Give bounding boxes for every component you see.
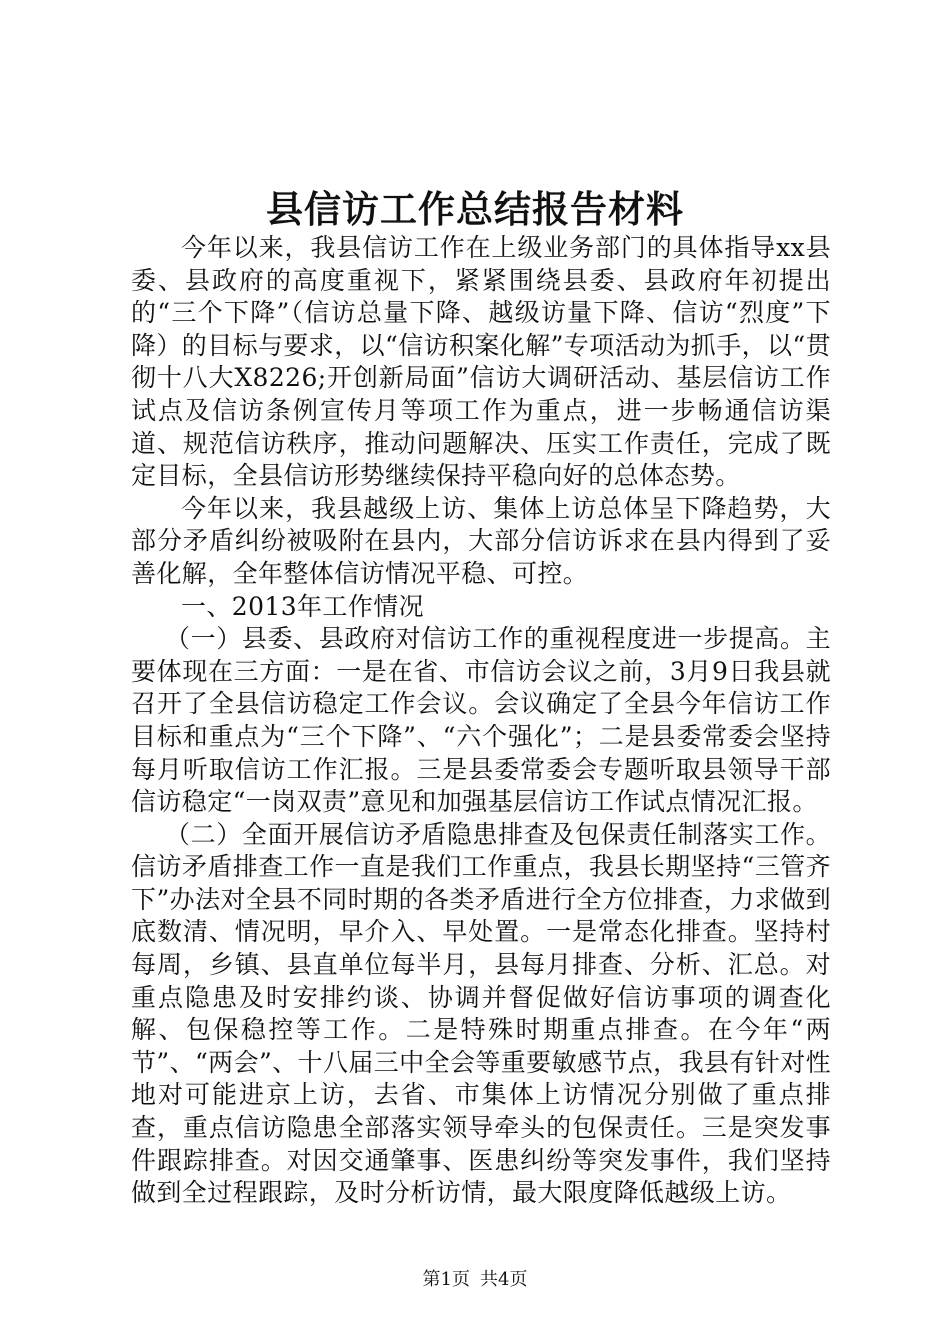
paragraph-section-1: （一）县委、县政府对信访工作的重视程度进一步提高。主要体现在三方面：一是在省、市信访会议之前，3月9日我县就召开了全县信访稳定工作会议。会议确定了全县今年信访工作目标和重点为“三个下降”、“六个强化”；二是县委常委会坚持每月听取信访工作汇报。三是县委常委会专题听取县领导干部信访稳定“一岗双责”意见和加强基层信访工作试点情况汇报。 (131, 624, 831, 817)
page-number: 第1页 (422, 1269, 470, 1290)
paragraph-section-2: （二）全面开展信访矛盾隐患排查及包保责任制落实工作。信访矛盾排查工作一直是我们工作重点，我县长期坚持“三管齐下”办法对全县不同时期的各类矛盾进行全方位排查，力求做到底数清、情况明，早介入、早处置。一是常态化排查。坚持村每周，乡镇、县直单位每半月，县每月排查、分析、汇总。对重点隐患及时安排约谈、协调并督促做好信访事项的调查化解、包保稳控等工作。二是特殊时期重点排查。在今年“两节”、“两会”、十八届三中全会等重要敏感节点，我县有针对性地对可能进京上访，去省、市集体上访情况分别做了重点排查，重点信访隐患全部落实领导牵头的包保责任。三是突发事件跟踪排查。对因交通肇事、医患纠纷等突发事件，我们坚持做到全过程跟踪，及时分析访情，最大限度降低越级上访。 (131, 819, 831, 1208)
page-footer (0, 1268, 950, 1292)
paragraph-intro: 今年以来，我县信访工作在上级业务部门的具体指导xx县委、县政府的高度重视下，紧紧围绕县委、县政府年初提出的“三个下降”（信访总量下降、越级访量下降、信访“烈度”下降）的目标与要求，以“信访积案化解”专项活动为抓手，以“贯彻十八大X8226;开创新局面”信访大调研活动、基层信访工作试点及信访条例宣传月等项工作为重点，进一步畅通信访渠道、规范信访秩序，推动问题解决、压实工作责任，完成了既定目标，全县信访形势继续保持平稳向好的总体态势。 (131, 233, 831, 491)
paragraph-trend: 今年以来，我县越级上访、集体上访总体呈下降趋势，大部分矛盾纠纷被吸附在县内，大部分信访诉求在县内得到了妥善化解，全年整体信访情况平稳、可控。 (131, 493, 831, 588)
section-heading-2013: 一、2013年工作情况 (181, 591, 425, 621)
document-body (131, 232, 831, 1210)
page-total: 共4页 (480, 1269, 528, 1290)
document-title: 县信访工作总结报告材料 (266, 187, 684, 231)
